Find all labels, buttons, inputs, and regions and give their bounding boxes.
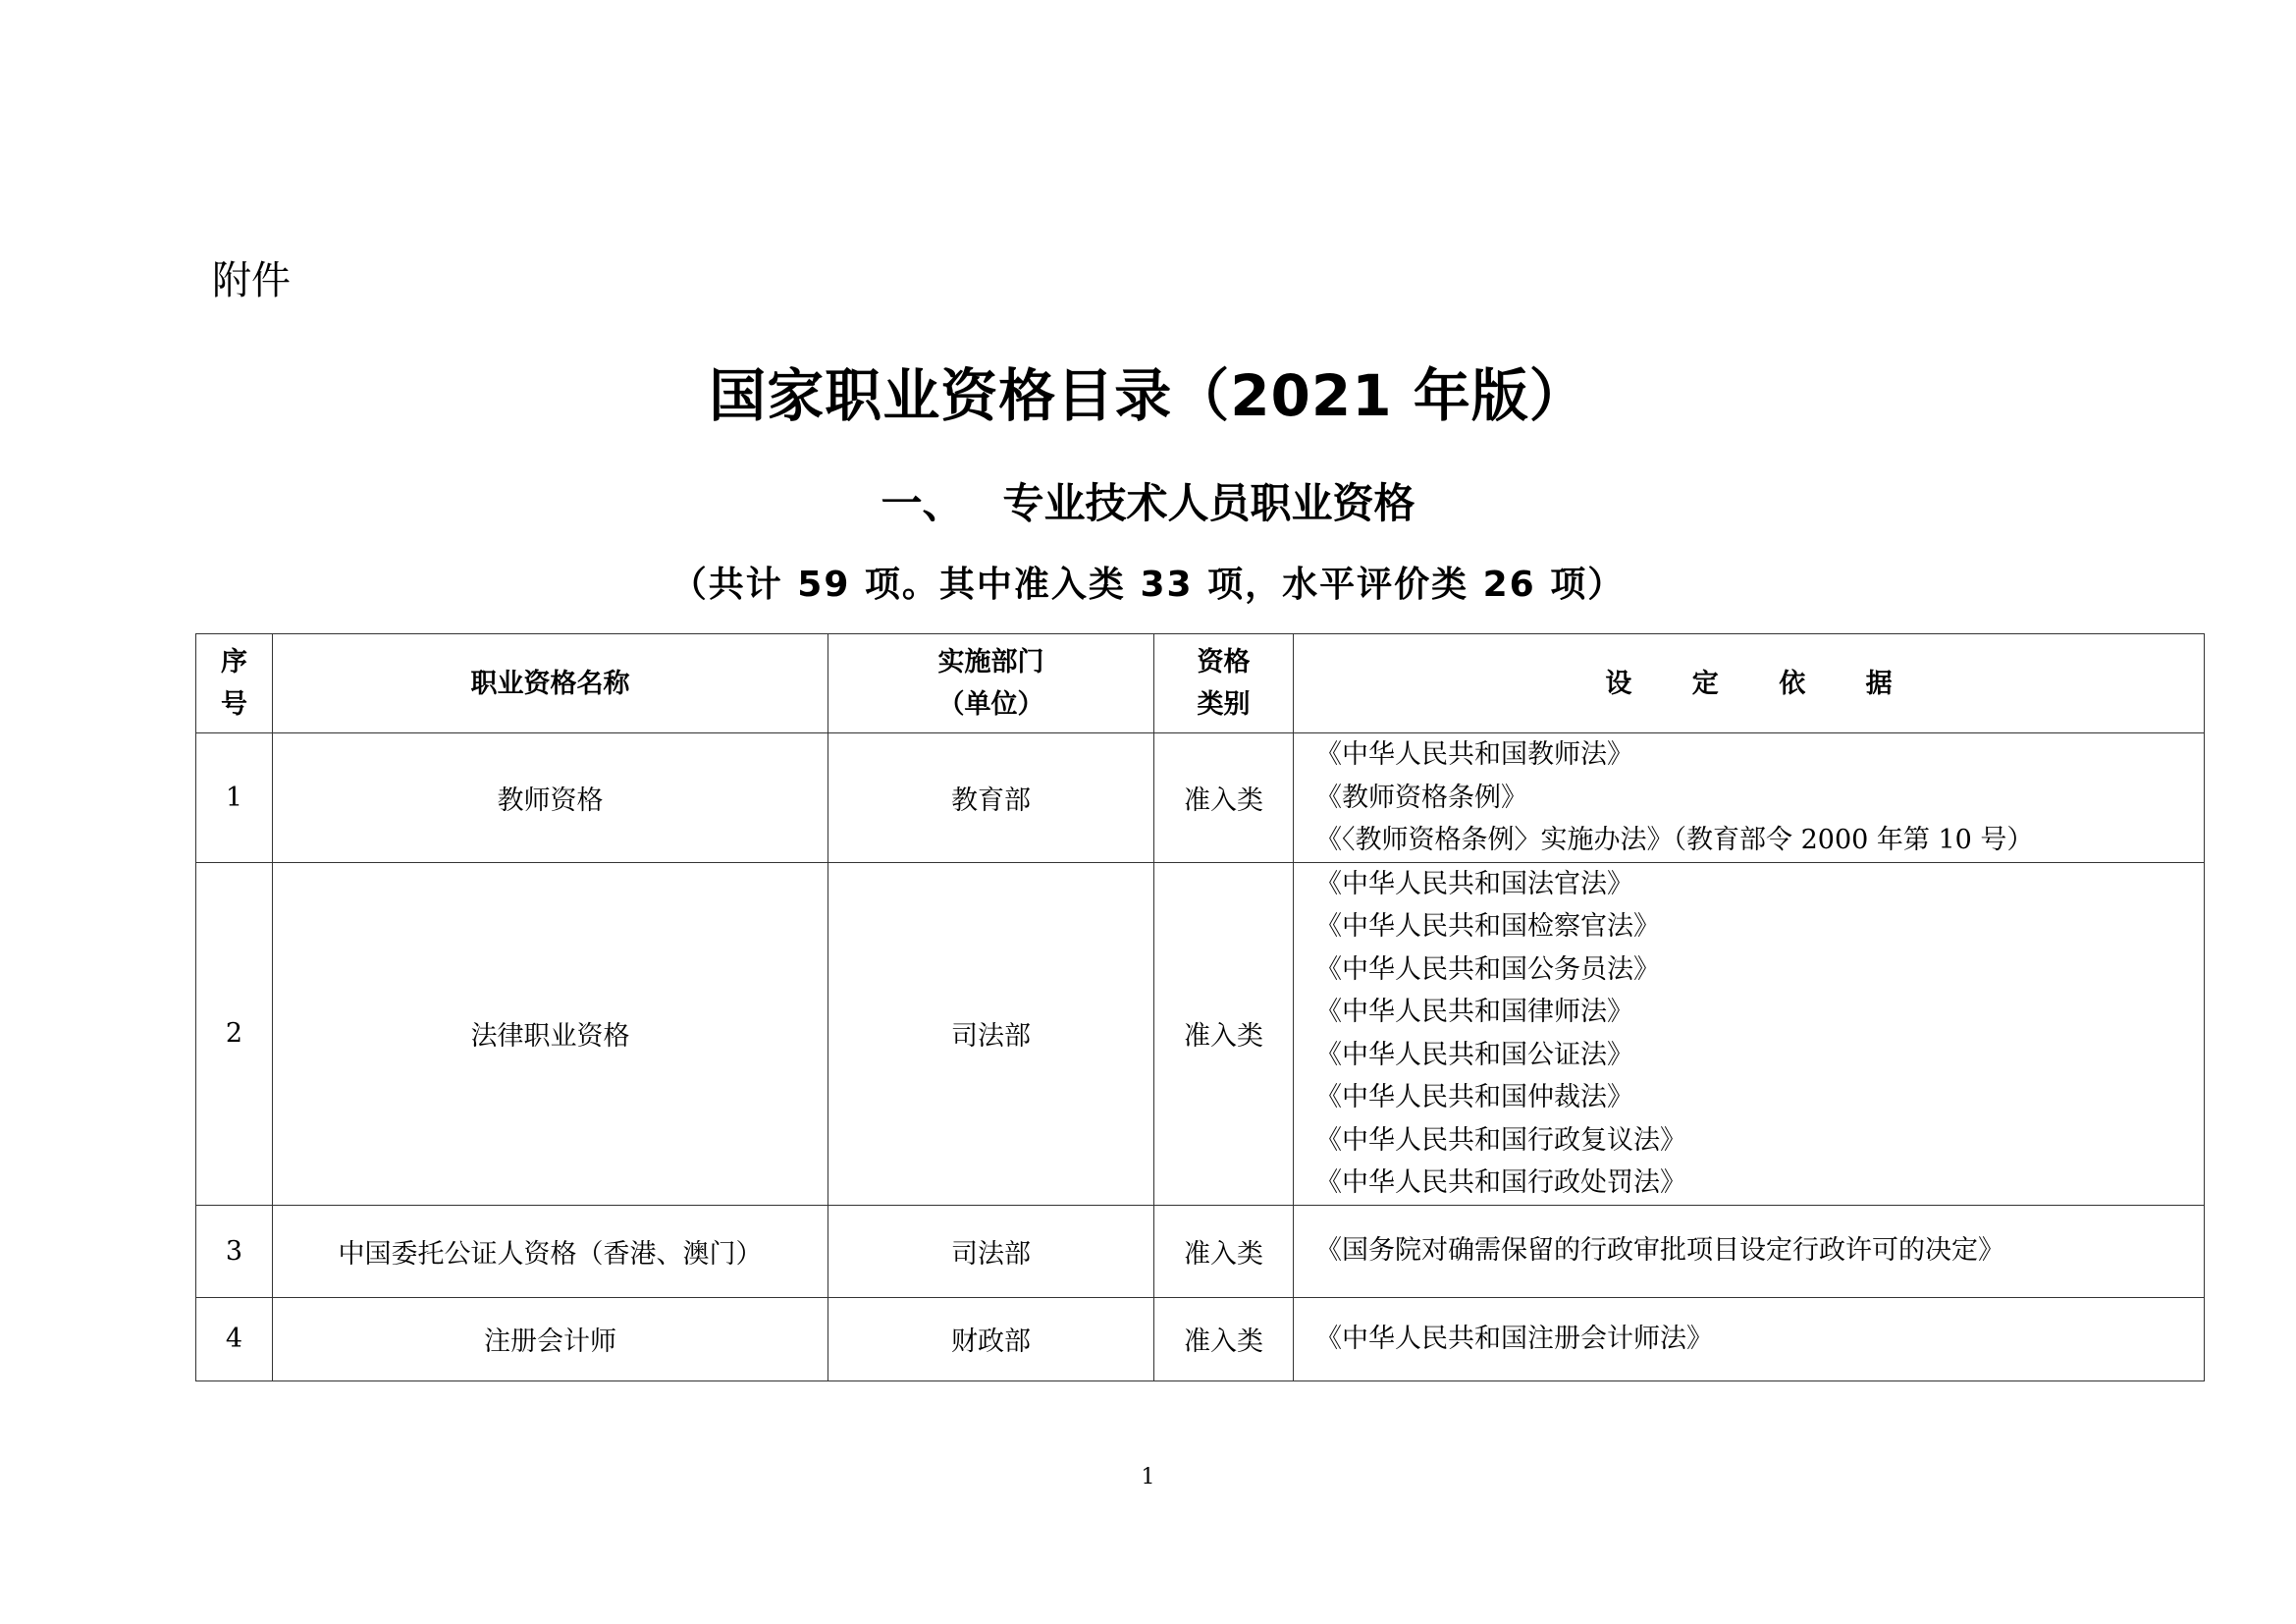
qualification-table bbox=[195, 633, 2205, 1381]
section-summary: （共计 59 项。其中准入类 33 项，水平评价类 26 项） bbox=[670, 565, 1626, 605]
section-heading bbox=[0, 481, 2296, 526]
basis-line: 《中华人民共和国注册会计师法》 bbox=[1315, 1323, 1713, 1354]
cell-basis bbox=[1294, 1205, 2205, 1297]
cell-category: 准入类 bbox=[1154, 1205, 1294, 1297]
table-row bbox=[196, 862, 2205, 1205]
header-index bbox=[196, 634, 273, 733]
header-category-line: 类别 bbox=[1197, 689, 1251, 720]
basis-line: 《中华人民共和国行政处罚法》 bbox=[1315, 1167, 1686, 1198]
basis-line: 《国务院对确需保留的行政审批项目设定行政许可的决定》 bbox=[1315, 1235, 2004, 1267]
cell-name: 中国委托公证人资格（香港、澳门） bbox=[273, 1205, 828, 1297]
header-category-line: 资格 bbox=[1197, 647, 1251, 677]
cell-index: 4 bbox=[196, 1297, 273, 1380]
basis-line: 《〈教师资格条例〉实施办法》（教育部令 2000 年第 10 号） bbox=[1315, 825, 2034, 855]
header-index-line: 序 bbox=[221, 647, 247, 677]
basis-line: 《中华人民共和国公务员法》 bbox=[1315, 953, 1660, 985]
cell-department: 教育部 bbox=[828, 733, 1154, 863]
cell-basis bbox=[1294, 733, 2205, 863]
cell-department: 司法部 bbox=[828, 862, 1154, 1205]
header-category bbox=[1154, 634, 1294, 733]
cell-category: 准入类 bbox=[1154, 862, 1294, 1205]
cell-category: 准入类 bbox=[1154, 1297, 1294, 1380]
header-index-line: 号 bbox=[221, 689, 247, 720]
cell-name: 注册会计师 bbox=[273, 1297, 828, 1380]
table-row bbox=[196, 733, 2205, 863]
header-basis bbox=[1294, 634, 2205, 733]
header-department-line: （单位） bbox=[937, 689, 1044, 720]
section-number: 一、 bbox=[881, 479, 964, 527]
header-name: 职业资格名称 bbox=[273, 634, 828, 733]
cell-department: 财政部 bbox=[828, 1297, 1154, 1380]
basis-line: 《中华人民共和国法官法》 bbox=[1315, 868, 1633, 899]
cell-index: 3 bbox=[196, 1205, 273, 1297]
basis-line: 《中华人民共和国公证法》 bbox=[1315, 1039, 1633, 1070]
basis-line: 《教师资格条例》 bbox=[1315, 782, 1527, 813]
cell-basis bbox=[1294, 862, 2205, 1205]
cell-index: 2 bbox=[196, 862, 273, 1205]
cell-category: 准入类 bbox=[1154, 733, 1294, 863]
document-title: 国家职业资格目录（2021 年版） bbox=[709, 362, 1587, 429]
table-header-row bbox=[196, 634, 2205, 733]
basis-line: 《中华人民共和国检察官法》 bbox=[1315, 911, 1660, 942]
cell-name: 教师资格 bbox=[273, 733, 828, 863]
attachment-label: 附件 bbox=[212, 258, 291, 303]
basis-line: 《中华人民共和国教师法》 bbox=[1315, 739, 1633, 770]
cell-name: 法律职业资格 bbox=[273, 862, 828, 1205]
basis-line: 《中华人民共和国行政复议法》 bbox=[1315, 1124, 1686, 1156]
header-basis-label: 设 定 依 据 bbox=[1605, 668, 1918, 699]
cell-index: 1 bbox=[196, 733, 273, 863]
cell-department: 司法部 bbox=[828, 1205, 1154, 1297]
section-title: 专业技术人员职业资格 bbox=[1002, 479, 1415, 527]
header-department-line: 实施部门 bbox=[937, 647, 1044, 677]
basis-line: 《中华人民共和国仲裁法》 bbox=[1315, 1082, 1633, 1112]
table-row bbox=[196, 1205, 2205, 1297]
basis-line: 《中华人民共和国律师法》 bbox=[1315, 997, 1633, 1027]
cell-basis bbox=[1294, 1297, 2205, 1380]
table-row bbox=[196, 1297, 2205, 1380]
page-number: 1 bbox=[1141, 1465, 1155, 1489]
header-department bbox=[828, 634, 1154, 733]
